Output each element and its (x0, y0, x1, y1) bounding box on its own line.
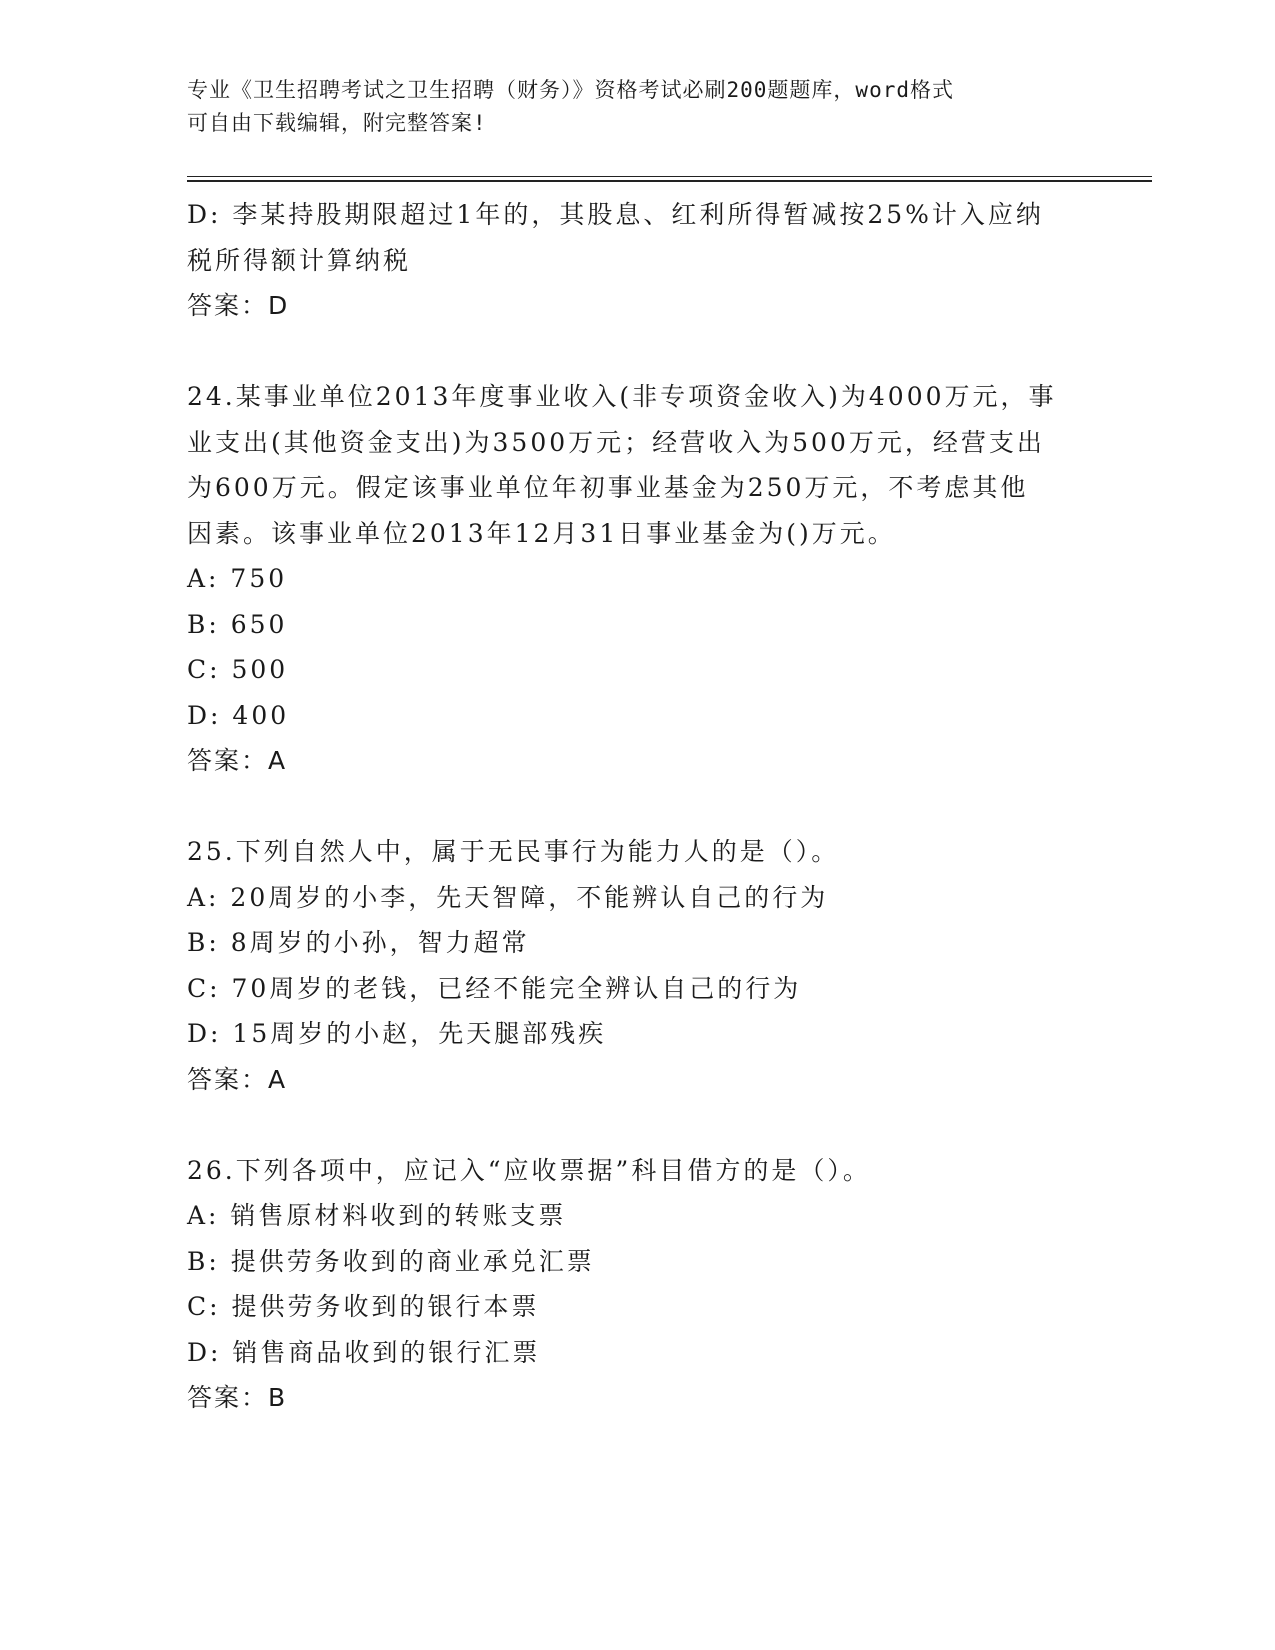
option-a: A: 750 (187, 564, 288, 593)
question-26 (187, 1148, 1072, 1421)
option-b: B: 提供劳务收到的商业承兑汇票 (187, 1246, 595, 1276)
answer-line: 答案：A (187, 1064, 288, 1094)
option-d: D: 李某持股期限超过1年的，其股息、红利所得暂减按25%计入应纳 (187, 200, 1044, 229)
question-23-continued (187, 192, 1072, 329)
option-d: D: 销售商品收到的银行汇票 (187, 1337, 541, 1367)
answer-line: 答案：D (187, 291, 290, 320)
header-title-line-2: 可自由下载编辑，附完整答案! (187, 111, 487, 135)
question-stem-line: 26.下列各项中，应记入“应收票据”科目借方的是（）。 (187, 1155, 871, 1185)
question-stem-line: 为600万元。假定该事业单位年初事业基金为250万元，不考虑其他 (187, 473, 1029, 502)
spacer (187, 329, 1072, 375)
document-body (187, 192, 1072, 1421)
option-b: B: 8周岁的小孙，智力超常 (187, 928, 530, 957)
header-divider-thick (187, 180, 1152, 182)
spacer (187, 1102, 1072, 1148)
answer-line: 答案：A (187, 746, 288, 775)
question-stem-line: 25.下列自然人中，属于无民事行为能力人的是（）。 (187, 837, 840, 866)
option-d: D: 15周岁的小赵，先天腿部残疾 (187, 1019, 607, 1048)
option-d: D: 400 (187, 700, 290, 730)
spacer (187, 784, 1072, 830)
question-24 (187, 374, 1072, 784)
header-title-line-1: 专业《卫生招聘考试之卫生招聘（财务）》资格考试必刷200题题库，word格式 (187, 78, 954, 102)
question-stem-line: 因素。该事业单位2013年12月31日事业基金为()万元。 (187, 518, 896, 548)
question-stem-line: 业支出(其他资金支出)为3500万元；经营收入为500万元，经营支出 (187, 427, 1045, 457)
option-b: B: 650 (187, 609, 288, 639)
option-a: A: 销售原材料收到的转账支票 (187, 1201, 567, 1230)
document-header (187, 74, 1067, 140)
answer-line: 答案：B (187, 1383, 288, 1412)
question-stem-line: 24.某事业单位2013年度事业收入(非专项资金收入)为4000万元，事 (187, 382, 1057, 411)
header-divider-thin (187, 176, 1152, 177)
option-c: C: 500 (187, 655, 289, 684)
option-c: C: 70周岁的老钱，已经不能完全辨认自己的行为 (187, 973, 802, 1003)
question-25 (187, 829, 1072, 1102)
option-d-continued: 税所得额计算纳税 (187, 245, 412, 275)
option-a: A: 20周岁的小李，先天智障，不能辨认自己的行为 (187, 882, 829, 912)
option-c: C: 提供劳务收到的银行本票 (187, 1292, 540, 1321)
